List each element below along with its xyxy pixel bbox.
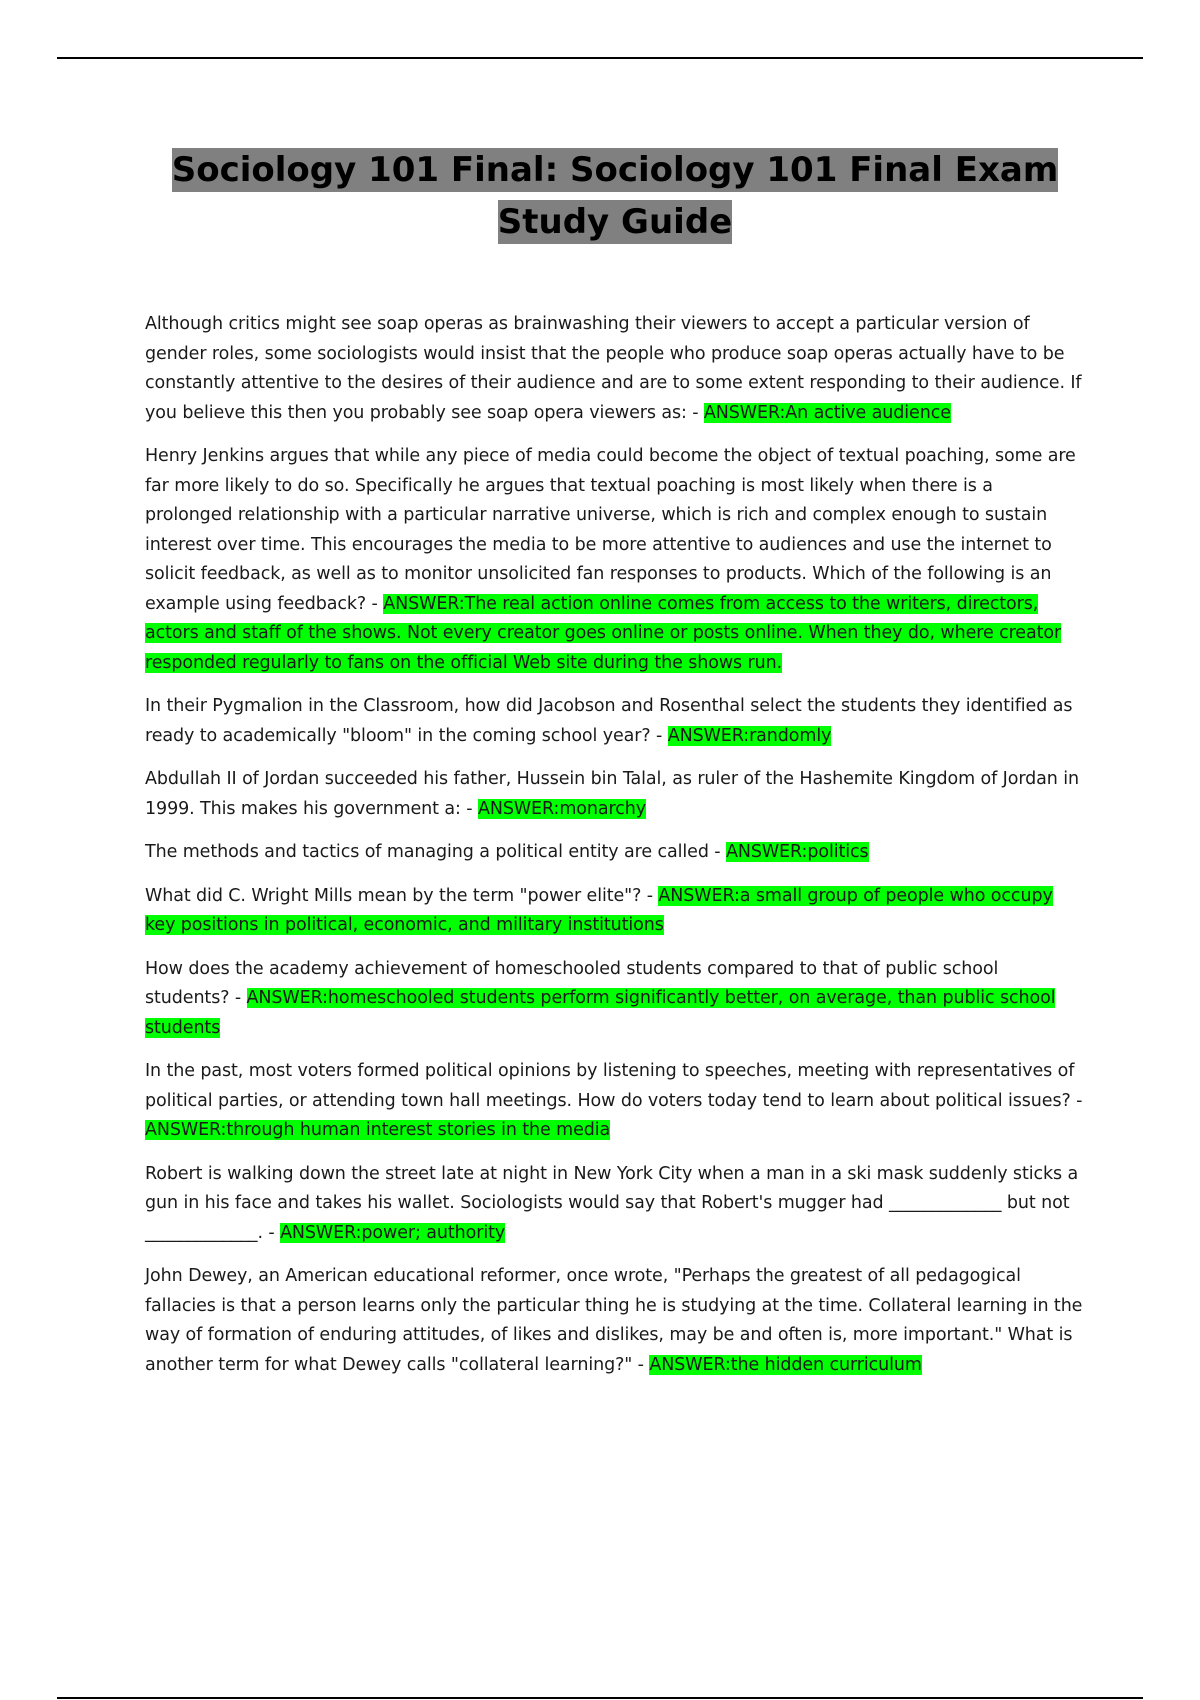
qa-list [145, 310, 1085, 1394]
answer-text: ANSWER:through human interest stories in the media [145, 1120, 611, 1140]
answer-text: ANSWER:power; authority [280, 1222, 506, 1243]
qa-item-9 [145, 1160, 1085, 1249]
answer-text: ANSWER:homeschooled students perform significantly better, on average, than public school students [145, 988, 1056, 1038]
question-text: John Dewey, an American educational reformer, once wrote, "Perhaps the greatest of all pedagogical fallacies is that a person learns only the particular thing he is studying at the time. Collateral learning in the way of formation of enduring attitudes, of likes and dislikes, may be and often is, more important." What is another term for what Dewey calls "collateral learning?" - [145, 1266, 1083, 1375]
qa-item-1 [145, 310, 1085, 428]
bottom-rule [57, 1697, 1143, 1699]
answer-text: ANSWER:a small group of people who occupy key positions in political, economic, and military institutions [145, 885, 1053, 935]
question-text: What did C. Wright Mills mean by the term "power elite"? - [145, 885, 659, 906]
answer-text: ANSWER:the hidden curriculum [649, 1354, 922, 1375]
qa-item-6 [145, 882, 1085, 941]
question-text: In the past, most voters formed political opinions by listening to speeches, meeting with representatives of political parties, or attending town hall meetings. How do voters today tend to learn about political issues? - [145, 1061, 1083, 1111]
qa-item-5 [145, 838, 1085, 868]
qa-item-4 [145, 765, 1085, 824]
document-title-text: Sociology 101 Final: Sociology 101 Final Exam Study Guide [171, 150, 1059, 242]
question-text: Henry Jenkins argues that while any piece of media could become the object of textual poaching, some are far more likely to do so. Specifically he argues that textual poaching is most likely when there is a prolonged relationship with a particular narrative universe, which is rich and complex enough to sustain interest over time. This encourages the media to be more attentive to audiences and use the internet to solicit feedback, as well as to monitor unsolicited fan responses to products. Which of the following is an example using feedback? - [145, 446, 1076, 614]
answer-text: ANSWER:An active audience [703, 402, 951, 423]
document-title [140, 144, 1090, 248]
answer-text: ANSWER:politics [725, 842, 869, 862]
answer-text: ANSWER:The real action online comes from access to the writers, directors, actors and staff of the shows. Not every creator goes online or posts online. When they do, where creator responded regularly to fans on the official Web site during the shows run. [145, 593, 1062, 673]
question-text: How does the academy achievement of homeschooled students compared to that of public school students? - [145, 958, 999, 1008]
answer-text: ANSWER:randomly [667, 725, 832, 746]
qa-item-2 [145, 442, 1085, 678]
question-text: Although critics might see soap operas as brainwashing their viewers to accept a particular version of gender roles, some sociologists would insist that the people who produce soap operas actually have to be constantly attentive to the desires of their audience and are to some extent responding to their audience. If you believe this then you probably see soap opera viewers as: - [145, 314, 1082, 423]
question-text: Abdullah II of Jordan succeeded his father, Hussein bin Talal, as ruler of the Hashemite Kingdom of Jordan in 1999. This makes his government a: - [145, 769, 1079, 819]
qa-item-3 [145, 692, 1085, 751]
qa-item-10 [145, 1262, 1085, 1380]
top-rule [57, 57, 1143, 59]
question-text: The methods and tactics of managing a political entity are called - [145, 842, 726, 862]
answer-text: ANSWER:monarchy [477, 798, 646, 819]
qa-item-7 [145, 955, 1085, 1044]
question-text: Robert is walking down the street late at night in New York City when a man in a ski mask suddenly sticks a gun in his face and takes his wallet. Sociologists would say that Robert's mugger had _____________ but not _____________. - [145, 1163, 1079, 1243]
question-text: In their Pygmalion in the Classroom, how did Jacobson and Rosenthal select the students they identified as ready to academically "bloom" in the coming school year? - [145, 696, 1073, 746]
qa-item-8 [145, 1057, 1085, 1146]
